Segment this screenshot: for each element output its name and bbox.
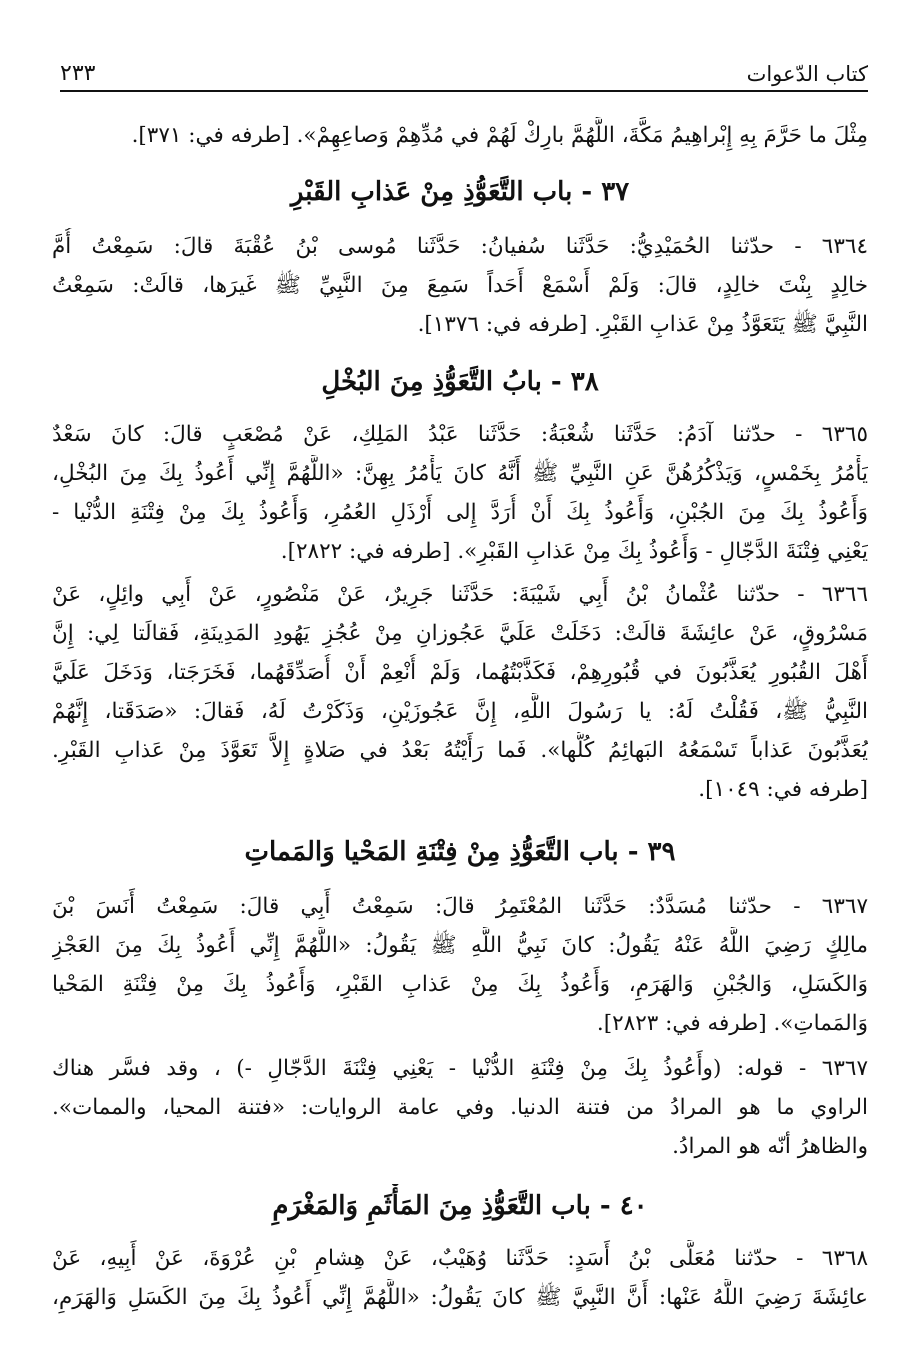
text-line: وَالكَسَلِ، وَالجُبْنِ وَالهَرَمِ، وَأَعُوذُ بِكَ مِنْ عَذابِ القَبْرِ، وَأَعُوذُ بِكَ مِنْ فِتْنَةِ المَحْيا xyxy=(52,972,868,997)
text-line: خالِدٍ بِنْتَ خالِدٍ، قالَ: وَلَمْ أَسْمَعْ أَحَداً سَمِعَ مِنَ النَّبِيِّ ﷺ غَيرَها، قالَتْ: سَمِعْتُ xyxy=(52,273,868,298)
text-line: مَسْرُوقٍ، عَنْ عائِشَةَ قالَتْ: دَخَلَتْ عَلَيَّ عَجُوزانِ مِنْ عُجُزِ يَهُودِ المَدِينَةِ، فَقالَتا لِي: إِنَّ xyxy=(52,621,868,646)
text-line: وَالمَماتِ». [طرفه في: ٢٨٢٣]. xyxy=(596,1011,868,1036)
commentary-line: الراوي ما هو المرادُ من فتنة الدنيا. وفي عامة الروايات: «فتنة المحيا، والممات». xyxy=(52,1095,868,1120)
text-line: يَأْمُرُ بِخَمْسٍ، وَيَذْكُرُهُنَّ عَنِ النَّبِيِّ ﷺ أَنَّهُ كانَ يَأْمُرُ بِهِنَّ: «اللَّهُمَّ إِنِّي أَعُوذُ بِكَ مِنَ البُخْلِ، xyxy=(52,461,868,486)
text-line: ٦٣٦٧ - حدّثنا مُسَدَّدٌ: حَدَّثَنا المُعْتَمِرُ قالَ: سَمِعْتُ أَبِي قالَ: سَمِعْتُ أَنَسَ بْنَ xyxy=(52,894,868,919)
commentary-line: ٦٣٦٧ - قوله: (وأَعُوذُ بِكَ مِنْ فِتْنَةِ الدُّنْيا - يَعْنِي فِتْنَةَ الدَّجّالِ -) ، وقد فسَّر هناك xyxy=(52,1056,868,1081)
chapter-heading-37: ٣٧ - باب التَّعَوُّذِ مِنْ عَذابِ القَبْرِ xyxy=(290,177,630,207)
chapter-heading-39: ٣٩ - باب التَّعَوُّذِ مِنْ فِتْنَةِ المَحْيا وَالمَماتِ xyxy=(244,837,676,867)
commentary-line: والظاهرُ أنّه هو المرادُ. xyxy=(672,1134,868,1159)
text-line: النَّبِيُّ ﷺ، فَقُلْتُ لَهُ: يا رَسُولَ اللَّهِ، إِنَّ عَجُوزَيْنِ، وَذَكَرْتُ لَهُ، فَقالَ: «صَدَقَتا، إِنَّهُمْ xyxy=(52,699,868,724)
text-line: مالِكٍ رَضِيَ اللَّهُ عَنْهُ يَقُولُ: كانَ نَبِيُّ اللَّهِ ﷺ يَقُولُ: «اللَّهُمَّ إِنِّي أَعُوذُ بِكَ مِنَ العَجْزِ xyxy=(52,933,868,958)
text-line: يُعَذَّبُونَ عَذاباً تَسْمَعُهُ البَهائِمُ كُلُّها». فَما رَأَيْتُهُ بَعْدُ في صَلاةٍ إِلاَّ تَعَوَّذَ مِنْ عَذابِ القَبْرِ. xyxy=(52,738,868,763)
running-header xyxy=(60,56,868,92)
text-line: عائِشَةَ رَضِيَ اللَّهُ عَنْها: أَنَّ النَّبِيَّ ﷺ كانَ يَقُولُ: «اللَّهُمَّ إِنِّي أَعُوذُ بِكَ مِنَ الكَسَلِ وَالهَرَمِ، xyxy=(52,1285,868,1310)
page-number: ٢٣٣ xyxy=(60,61,96,86)
chapter-heading-40: ٤٠ - باب التَّعَوُّذِ مِنَ المَأْثَمِ وَالمَغْرَمِ xyxy=(272,1191,648,1221)
text-line: النَّبِيَّ ﷺ يَتَعَوَّذُ مِنْ عَذابِ القَبْرِ. [طرفه في: ١٣٧٦]. xyxy=(417,312,868,337)
text-line: ٦٣٦٥ - حدّثنا آدَمُ: حَدَّثَنا شُعْبَةُ: حَدَّثَنا عَبْدُ المَلِكِ، عَنْ مُصْعَبٍ قالَ: كانَ سَعْدٌ xyxy=(52,422,868,447)
book-title: كتاب الدّعوات xyxy=(746,62,868,86)
text-line: يَعْنِي فِتْنَةَ الدَّجّالِ - وَأَعُوذُ بِكَ مِنْ عَذابِ القَبْرِ». [طرفه في: ٢٨٢٢]. xyxy=(280,539,868,564)
chapter-heading-38: ٣٨ - بابُ التَّعَوُّذِ مِنَ البُخْلِ xyxy=(321,367,599,397)
text-line: مِثْلَ ما حَرَّمَ بِهِ إِبْراهِيمُ مَكَّةَ، اللَّهُمَّ بارِكْ لَهُمْ في مُدِّهِمْ وَصاعِهِمْ». [طرفه في: ٣٧١]. xyxy=(131,123,868,148)
text-line: ٦٣٦٨ - حدّثنا مُعَلَّى بْنُ أَسَدٍ: حَدَّثَنا وُهَيْبٌ، عَنْ هِشامِ بْنِ عُرْوَةَ، عَنْ أَبِيهِ، عَنْ xyxy=(52,1246,868,1271)
text-line: ٦٣٦٤ - حدّثنا الحُمَيْدِيُّ: حَدَّثَنا سُفيانُ: حَدَّثَنا مُوسى بْنُ عُقْبَةَ قالَ: سَمِعْتُ أُمَّ xyxy=(52,234,868,259)
text-line: وَأَعُوذُ بِكَ مِنَ الجُبْنِ، وَأَعُوذُ بِكَ أَنْ أُرَدَّ إِلى أَرْذَلِ العُمُرِ، وَأَعُوذُ بِكَ مِنْ فِتْنَةِ الدُّنْيا - xyxy=(52,500,868,525)
text-line: [طرفه في: ١٠٤٩]. xyxy=(698,777,868,802)
text-line: أَهْلَ القُبُورِ يُعَذَّبُونَ في قُبُورِهِمْ، فَكَذَّبْتُهُما، وَلَمْ أُنْعِمْ أَنْ أُصَدِّقَهُما، فَخَرَجَتا، وَدَخَلَ عَلَيَّ xyxy=(52,660,868,685)
text-line: ٦٣٦٦ - حدّثنا عُثْمانُ بْنُ أَبِي شَيْبَةَ: حَدَّثَنا جَرِيرٌ، عَنْ مَنْصُورٍ، عَنْ أَبِي وائِلٍ، عَنْ xyxy=(52,582,868,607)
